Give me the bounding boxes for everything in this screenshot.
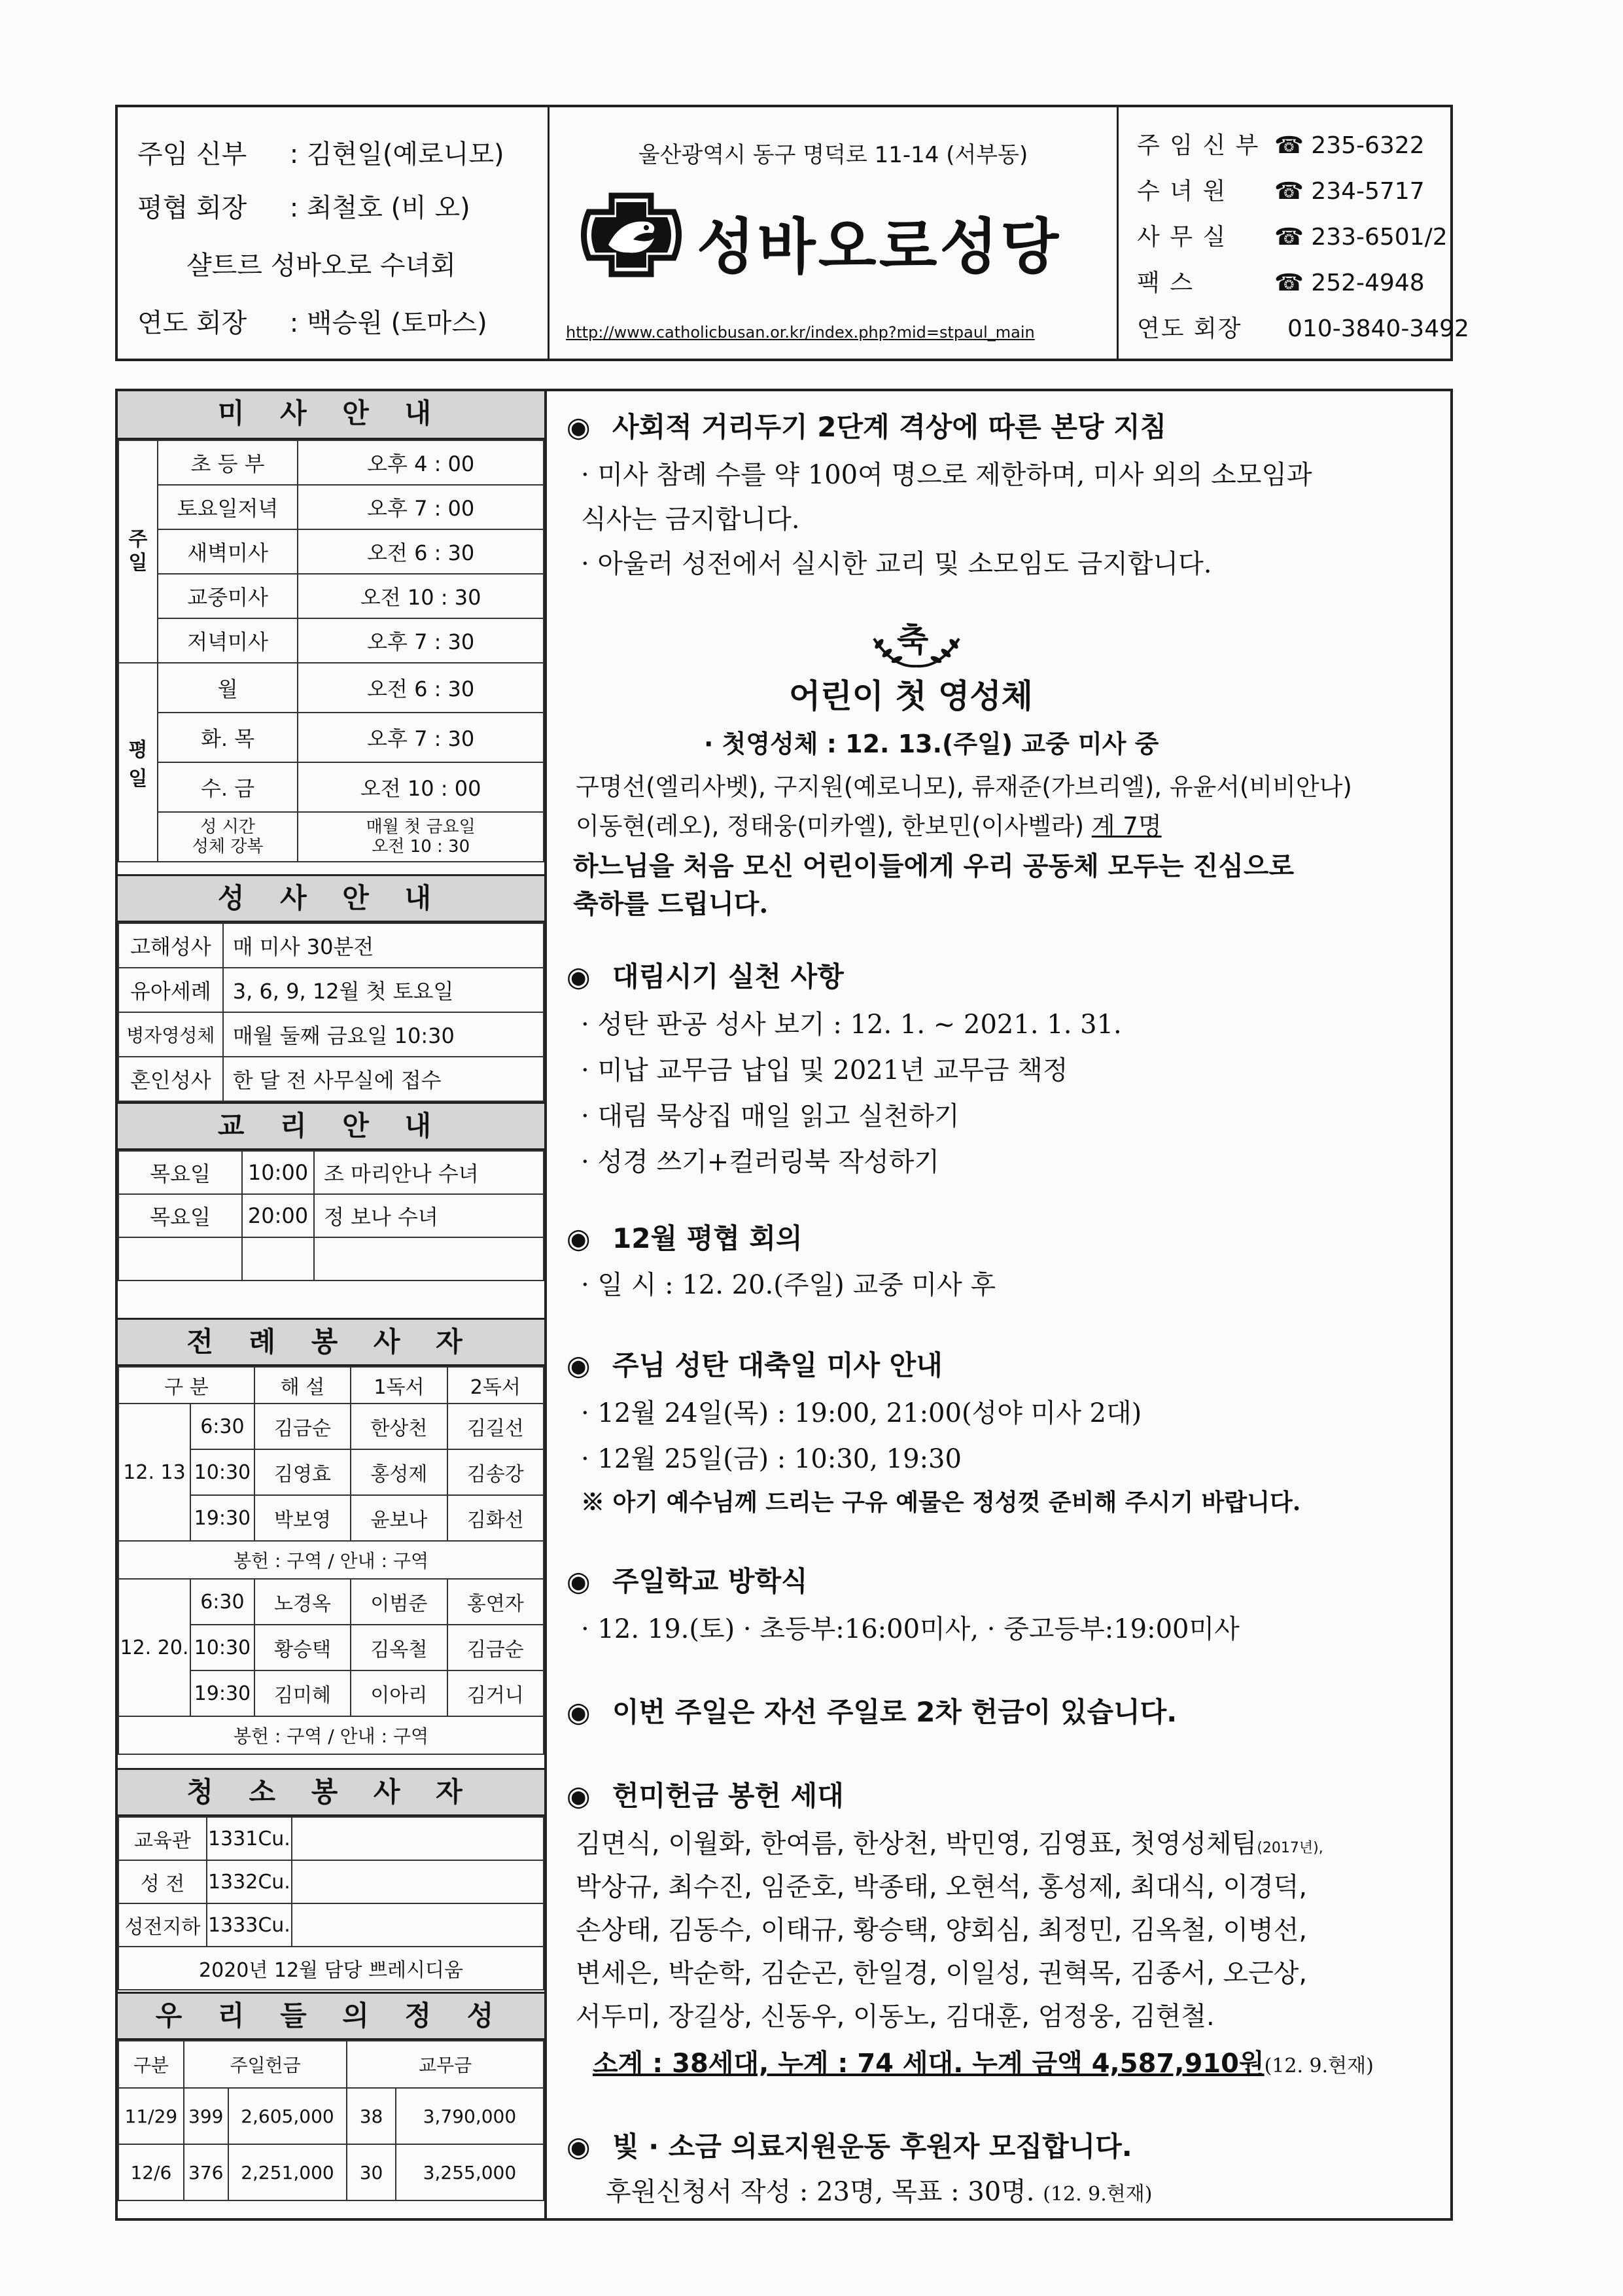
notice-line: · 아울러 성전에서 실시한 교리 및 소모임도 금지합니다. (581, 549, 1212, 579)
liturgy-header: 구 분 (118, 1367, 254, 1404)
mass-name: 월 (158, 663, 298, 713)
liturgy-date: 12. 13 (118, 1404, 190, 1541)
mass-table (118, 440, 544, 862)
offering-title: 우 리 들 의 정 성 (118, 1992, 544, 2040)
church-name: 성바오로성당 (697, 212, 1062, 282)
congrats-names: 구명선(엘리사벳), 구지원(예로니모), 류재준(가브리엘), 유윤서(비비안나) (576, 773, 1352, 801)
mass-time: 오후 7 : 30 (298, 713, 544, 762)
mass-name: 화. 목 (158, 713, 298, 762)
catechism-day (118, 1237, 242, 1280)
cleaning-empty (292, 1860, 544, 1903)
sacrament-name: 혼인성사 (118, 1057, 223, 1101)
cleaning-group: 1331Cu. (207, 1817, 292, 1860)
congrats-sub: · 첫영성체 : 12. 13.(주일) 교중 미사 중 (704, 730, 1159, 758)
church-url[interactable]: http://www.catholicbusan.or.kr/index.php?mid=stpaul_main (566, 323, 1035, 342)
bullet-icon: ◉ (567, 1349, 591, 1381)
sunday-label: 주일 (118, 440, 158, 663)
weekday-label: 평일 (118, 663, 158, 862)
catechism-teacher: 조 마리안나 수녀 (314, 1151, 544, 1194)
liturgy-time: 10:30 (190, 1625, 254, 1670)
liturgy-reader2: 김길선 (447, 1404, 544, 1449)
liturgy-title: 전 례 봉 사 자 (118, 1318, 544, 1366)
donor-names: 변세은, 박순학, 김순곤, 한일경, 이일성, 권혁목, 김종서, 오근상, (576, 1958, 1308, 1988)
cleaning-place: 성전지하 (118, 1903, 207, 1947)
cleaning-note: 2020년 12월 담당 쁘레시디움 (118, 1947, 544, 1990)
header-contacts (1119, 107, 1469, 359)
liturgy-time: 6:30 (190, 1579, 254, 1625)
notice-line: · 대림 묵상집 매일 읽고 실천하기 (581, 1101, 960, 1131)
liturgy-reader1: 이아리 (351, 1670, 447, 1716)
liturgy-reader2: 김금순 (447, 1625, 544, 1670)
header-title-block (550, 107, 1119, 359)
offering-amount: 3,255,000 (396, 2144, 544, 2200)
contact-office: 사 무 실 ☎ 233-6501/2 (1137, 224, 1448, 251)
officer-priest: 주임 신부 : 김현일(예로니모) (137, 139, 504, 169)
notice-line: · 12. 19.(토) · 초등부:16:00미사, · 중고등부:19:00미사 (581, 1614, 1240, 1644)
notice-council-title: ◉ 12월 평협 회의 (567, 1222, 803, 1254)
officer-council: 평협 회장 : 최철호 (비 오) (137, 193, 470, 223)
mass-name: 저녁미사 (158, 618, 298, 663)
donor-names: 손상태, 김동수, 이태규, 황승택, 양회심, 최정민, 김옥철, 이병선, (576, 1915, 1308, 1945)
mass-title: 미 사 안 내 (118, 391, 544, 440)
cleaning-title: 청 소 봉 사 자 (118, 1768, 544, 1816)
bulletin-header (115, 105, 1469, 361)
congrats-badge: 축 (897, 621, 929, 659)
mass-name: 성 시간 성체 강복 (158, 812, 298, 862)
offering-header: 구분 (118, 2041, 184, 2088)
mass-time: 오후 7 : 00 (298, 485, 544, 529)
offering-count: 30 (347, 2144, 396, 2200)
liturgy-header: 해 설 (254, 1367, 351, 1404)
notice-medical-title: ◉ 빛 · 소금 의료지원운동 후원자 모집합니다. (567, 2130, 1132, 2163)
contact-fax: 팩 스 ☎ 252-4948 (1137, 270, 1425, 296)
catechism-time: 20:00 (242, 1194, 314, 1237)
mass-name: 새벽미사 (158, 529, 298, 574)
liturgy-reader2: 김화선 (447, 1495, 544, 1541)
liturgy-date: 12. 20. (118, 1579, 190, 1716)
liturgy-reader1: 홍성제 (351, 1449, 447, 1495)
bullet-icon: ◉ (567, 1222, 591, 1254)
donor-summary: 소계 : 38세대, 누계 : 74 세대. 누계 금액 4,587,910원(12. 9.현재) (593, 2049, 1374, 2079)
officer-yeondo: 연도 회장 : 백승원 (토마스) (137, 308, 487, 338)
contact-priest: 주 임 신 부 ☎ 235-6322 (1137, 132, 1425, 159)
notice-line: · 12월 25일(금) : 10:30, 19:30 (581, 1444, 962, 1474)
mass-time: 오후 4 : 00 (298, 440, 544, 485)
cleaning-empty (292, 1903, 544, 1947)
congrats-message: 하느님을 처음 모신 어린이들에게 우리 공동체 모두는 진심으로 (573, 851, 1295, 881)
liturgy-reader1: 윤보나 (351, 1495, 447, 1541)
bullet-icon: ◉ (567, 1780, 591, 1812)
offering-date: 12/6 (118, 2144, 184, 2200)
liturgy-reader1: 이범준 (351, 1579, 447, 1625)
offering-count: 376 (184, 2144, 228, 2200)
mass-name: 수. 금 (158, 762, 298, 812)
liturgy-commentator: 박보영 (254, 1495, 351, 1541)
notice-line: 식사는 금지합니다. (581, 504, 800, 535)
mass-name: 초 등 부 (158, 440, 298, 485)
cleaning-empty (292, 1817, 544, 1860)
congrats-message: 축하를 드립니다. (573, 889, 769, 919)
catechism-day: 목요일 (118, 1194, 242, 1237)
liturgy-reader1: 한상천 (351, 1404, 447, 1449)
cleaning-group: 1332Cu. (207, 1860, 292, 1903)
mass-time: 오전 6 : 30 (298, 663, 544, 713)
liturgy-reader2: 홍연자 (447, 1579, 544, 1625)
liturgy-reader2: 김송강 (447, 1449, 544, 1495)
offering-amount: 3,790,000 (396, 2088, 544, 2144)
mass-name: 교중미사 (158, 574, 298, 618)
sacrament-name: 고해성사 (118, 923, 223, 968)
cleaning-place: 성 전 (118, 1860, 207, 1903)
offering-date: 11/29 (118, 2088, 184, 2144)
notice-advent-title: ◉ 대림시기 실천 사항 (567, 961, 844, 993)
contact-yeondo: 연도 회장 010-3840-3492 (1137, 315, 1469, 342)
liturgy-reader2: 김거니 (447, 1670, 544, 1716)
sacrament-value: 3, 6, 9, 12월 첫 토요일 (223, 968, 544, 1012)
offering-amount: 2,605,000 (228, 2088, 347, 2144)
donor-names: 박상규, 최수진, 임준호, 박종태, 오현석, 홍성제, 최대식, 이경덕, (576, 1872, 1308, 1902)
offering-count: 38 (347, 2088, 396, 2144)
notice-donors-title: ◉ 헌미헌금 봉헌 세대 (567, 1780, 844, 1812)
congrats-title: 어린이 첫 영성체 (789, 677, 1033, 715)
liturgy-time: 10:30 (190, 1449, 254, 1495)
mass-time: 오전 10 : 00 (298, 762, 544, 812)
notice-line: · 일 시 : 12. 20.(주일) 교중 미사 후 (581, 1270, 996, 1300)
sacraments-table (118, 923, 544, 1102)
offering-table (118, 2040, 544, 2201)
liturgy-time: 19:30 (190, 1670, 254, 1716)
offering-count: 399 (184, 2088, 228, 2144)
offering-amount: 2,251,000 (228, 2144, 347, 2200)
liturgy-time: 6:30 (190, 1404, 254, 1449)
liturgy-note: 봉헌 : 구역 / 안내 : 구역 (118, 1716, 544, 1754)
officer-sisters: 샬트르 성바오로 수녀회 (186, 251, 456, 281)
mass-time: 오후 7 : 30 (298, 618, 544, 663)
notice-school-title: ◉ 주일학교 방학식 (567, 1565, 808, 1597)
catechism-table (118, 1150, 544, 1281)
mass-time: 오전 6 : 30 (298, 529, 544, 574)
notice-distancing-title: ◉ 사회적 거리두기 2단계 격상에 따른 본당 지침 (567, 411, 1167, 443)
bullet-icon: ◉ (567, 1696, 591, 1728)
bullet-icon: ◉ (567, 2130, 591, 2163)
liturgy-header: 1독서 (351, 1367, 447, 1404)
donor-names: 김면식, 이월화, 한여름, 한상천, 박민영, 김영표, 첫영성체팀(2017년), (576, 1829, 1323, 1859)
liturgy-commentator: 김미혜 (254, 1670, 351, 1716)
notice-christmas-title: ◉ 주님 성탄 대축일 미사 안내 (567, 1349, 943, 1381)
bullet-icon: ◉ (567, 961, 591, 993)
notice-line: · 성경 쓰기+컬러링북 작성하기 (581, 1147, 940, 1177)
notice-medical-line: 후원신청서 작성 : 23명, 목표 : 30명. (12. 9.현재) (606, 2177, 1153, 2207)
contact-convent: 수 녀 원 ☎ 234-5717 (1137, 178, 1425, 205)
sacrament-value: 한 달 전 사무실에 접수 (223, 1057, 544, 1101)
catechism-time: 10:00 (242, 1151, 314, 1194)
liturgy-table (118, 1366, 544, 1755)
catechism-teacher: 정 보나 수녀 (314, 1194, 544, 1237)
notice-christmas-note: ※ 아기 예수님께 드리는 구유 예물은 정성껏 준비해 주시기 바랍니다. (581, 1489, 1301, 1516)
header-officers (118, 107, 550, 359)
mass-name: 토요일저녁 (158, 485, 298, 529)
catechism-teacher (314, 1237, 544, 1280)
church-address: 울산광역시 동구 명덕로 11-14 (서부동) (638, 142, 1028, 168)
sacrament-name: 병자영성체 (118, 1012, 223, 1057)
liturgy-header: 2독서 (447, 1367, 544, 1404)
cleaning-place: 교육관 (118, 1817, 207, 1860)
sacrament-value: 매 미사 30분전 (223, 923, 544, 968)
notice-line: · 미납 교무금 납입 및 2021년 교무금 책정 (581, 1055, 1068, 1086)
liturgy-commentator: 노경옥 (254, 1579, 351, 1625)
sacrament-name: 유아세례 (118, 968, 223, 1012)
offering-header: 주일헌금 (184, 2041, 347, 2088)
congrats-names: 이동현(레오), 정태웅(미카엘), 한보민(이사벨라) 계 7명 (576, 812, 1162, 840)
liturgy-note: 봉헌 : 구역 / 안내 : 구역 (118, 1541, 544, 1579)
mass-time: 오전 10 : 30 (298, 574, 544, 618)
sacrament-value: 매월 둘째 금요일 10:30 (223, 1012, 544, 1057)
liturgy-commentator: 김영효 (254, 1449, 351, 1495)
church-logo-icon (576, 192, 687, 277)
catechism-day: 목요일 (118, 1151, 242, 1194)
bullet-icon: ◉ (567, 411, 591, 443)
catechism-title: 교 리 안 내 (118, 1102, 544, 1150)
left-info-column (115, 389, 547, 2221)
catechism-time (242, 1237, 314, 1280)
liturgy-commentator: 김금순 (254, 1404, 351, 1449)
offering-header: 교무금 (347, 2041, 544, 2088)
bullet-icon: ◉ (567, 1565, 591, 1597)
liturgy-commentator: 황승택 (254, 1625, 351, 1670)
liturgy-reader1: 김옥철 (351, 1625, 447, 1670)
liturgy-time: 19:30 (190, 1495, 254, 1541)
notice-charity-title: ◉ 이번 주일은 자선 주일로 2차 헌금이 있습니다. (567, 1696, 1178, 1728)
sacraments-title: 성 사 안 내 (118, 874, 544, 923)
mass-time: 매월 첫 금요일 오전 10 : 30 (298, 812, 544, 862)
donor-names: 서두미, 장길상, 신동우, 이동노, 김대훈, 엄정웅, 김현철. (576, 2002, 1215, 2032)
notice-line: · 미사 참례 수를 약 100여 명으로 제한하며, 미사 외의 소모임과 (581, 460, 1312, 490)
notices-column (547, 389, 1453, 2221)
cleaning-table (118, 1816, 544, 1990)
notice-line: · 성탄 판공 성사 보기 : 12. 1. ~ 2021. 1. 31. (581, 1010, 1122, 1040)
notice-line: · 12월 24일(목) : 19:00, 21:00(성야 미사 2대) (581, 1398, 1142, 1428)
cleaning-group: 1333Cu. (207, 1903, 292, 1947)
